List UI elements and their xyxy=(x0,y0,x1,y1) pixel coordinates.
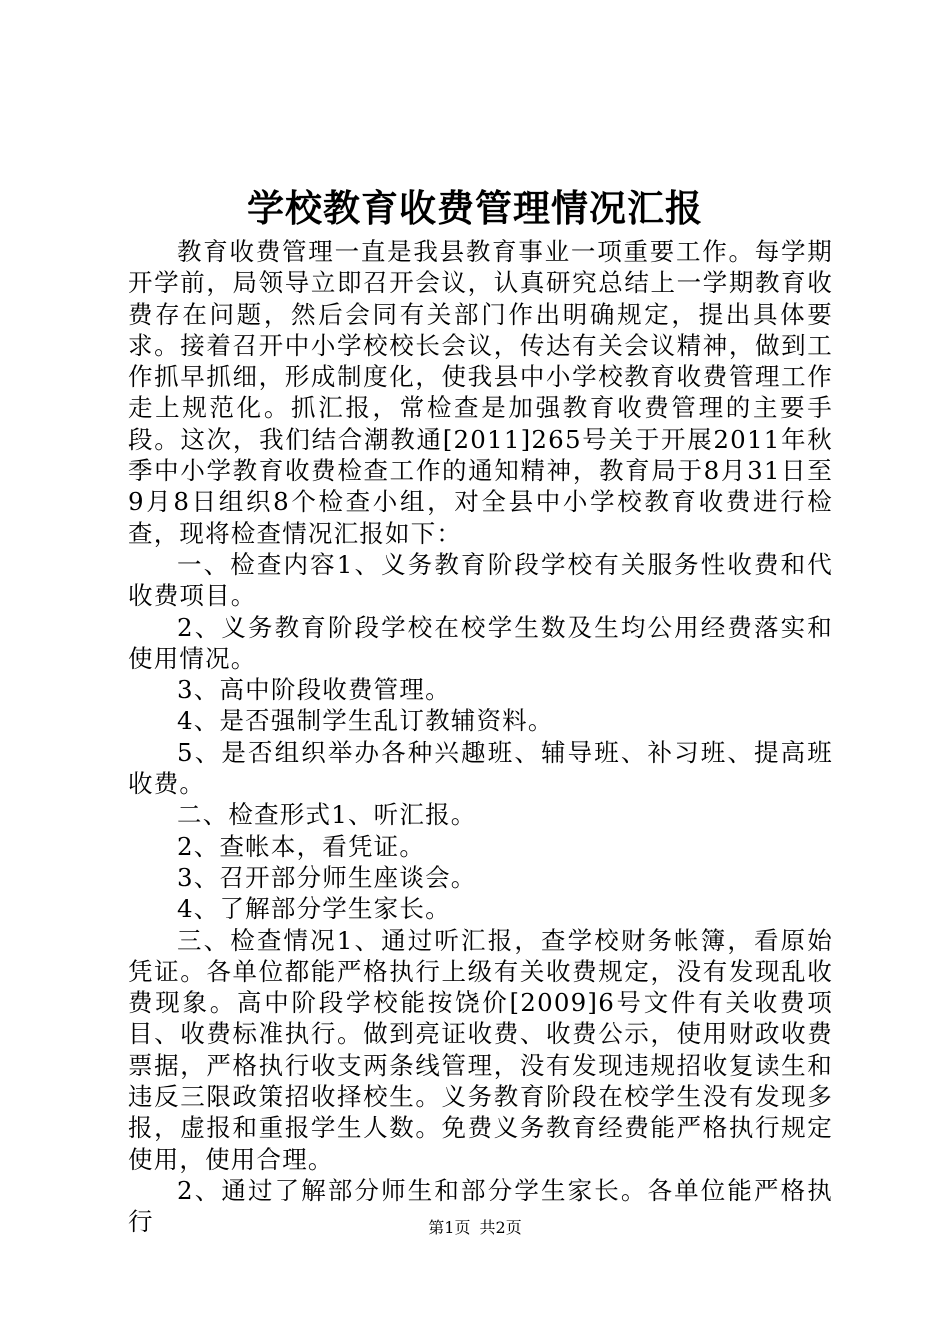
paragraph: 3、高中阶段收费管理。 xyxy=(177,675,451,705)
page-footer xyxy=(0,1217,950,1239)
page-total: 共2页 xyxy=(479,1218,522,1237)
page-number: 第1页 xyxy=(428,1218,471,1237)
paragraph: 三、检查情况1、通过听汇报，查学校财务帐簿，看原始凭证。各单位都能严格执行上级有关收费规定，没有发现乱收费现象。高中阶段学校能按饶价[2009]6号文件有关收费项目、收费标准执行。做到亮证收费、收费公示，使用财政收费票据，严格执行收支两条线管理，没有发现违规招收复读生和违反三限政策招收择校生。义务教育阶段在校学生没有发现多报，虚报和重报学生人数。免费义务教育经费能严格执行规定使用，使用合理。 xyxy=(128,925,833,1174)
paragraph: 二、检查形式1、听汇报。 xyxy=(177,800,477,830)
paragraph: 4、是否强制学生乱订教辅资料。 xyxy=(177,706,554,736)
paragraph: 2、义务教育阶段学校在校学生数及生均公用经费落实和使用情况。 xyxy=(128,612,833,673)
paragraph: 一、检查内容1、义务教育阶段学校有关服务性收费和代收费项目。 xyxy=(128,549,833,611)
document-body xyxy=(128,236,833,1238)
paragraph: 2、通过了解部分师生和部分学生家长。各单位能严格执行 xyxy=(128,1175,833,1237)
paragraph: 2、查帐本，看凭证。 xyxy=(177,831,426,861)
paragraph: 4、了解部分学生家长。 xyxy=(177,894,451,924)
document-title: 学校教育收费管理情况汇报 xyxy=(247,187,703,230)
paragraph: 5、是否组织举办各种兴趣班、辅导班、补习班、提高班收费。 xyxy=(128,737,833,799)
paragraph: 教育收费管理一直是我县教育事业一项重要工作。每学期开学前，局领导立即召开会议，认真研究总结上一学期教育收费存在问题，然后会同有关部门作出明确规定，提出具体要求。接着召开中小学校校长会议，传达有关会议精神，做到工作抓早抓细，形成制度化，使我县中小学校教育收费管理工作走上规范化。抓汇报，常检查是加强教育收费管理的主要手段。这次，我们结合潮教通[2011]265号关于开展2011年秋季中小学教育收费检查工作的通知精神，教育局于8月31日至9月8日组织8个检查小组，对全县中小学校教育收费进行检查，现将检查情况汇报如下： xyxy=(128,237,833,548)
paragraph: 3、召开部分师生座谈会。 xyxy=(177,862,477,892)
